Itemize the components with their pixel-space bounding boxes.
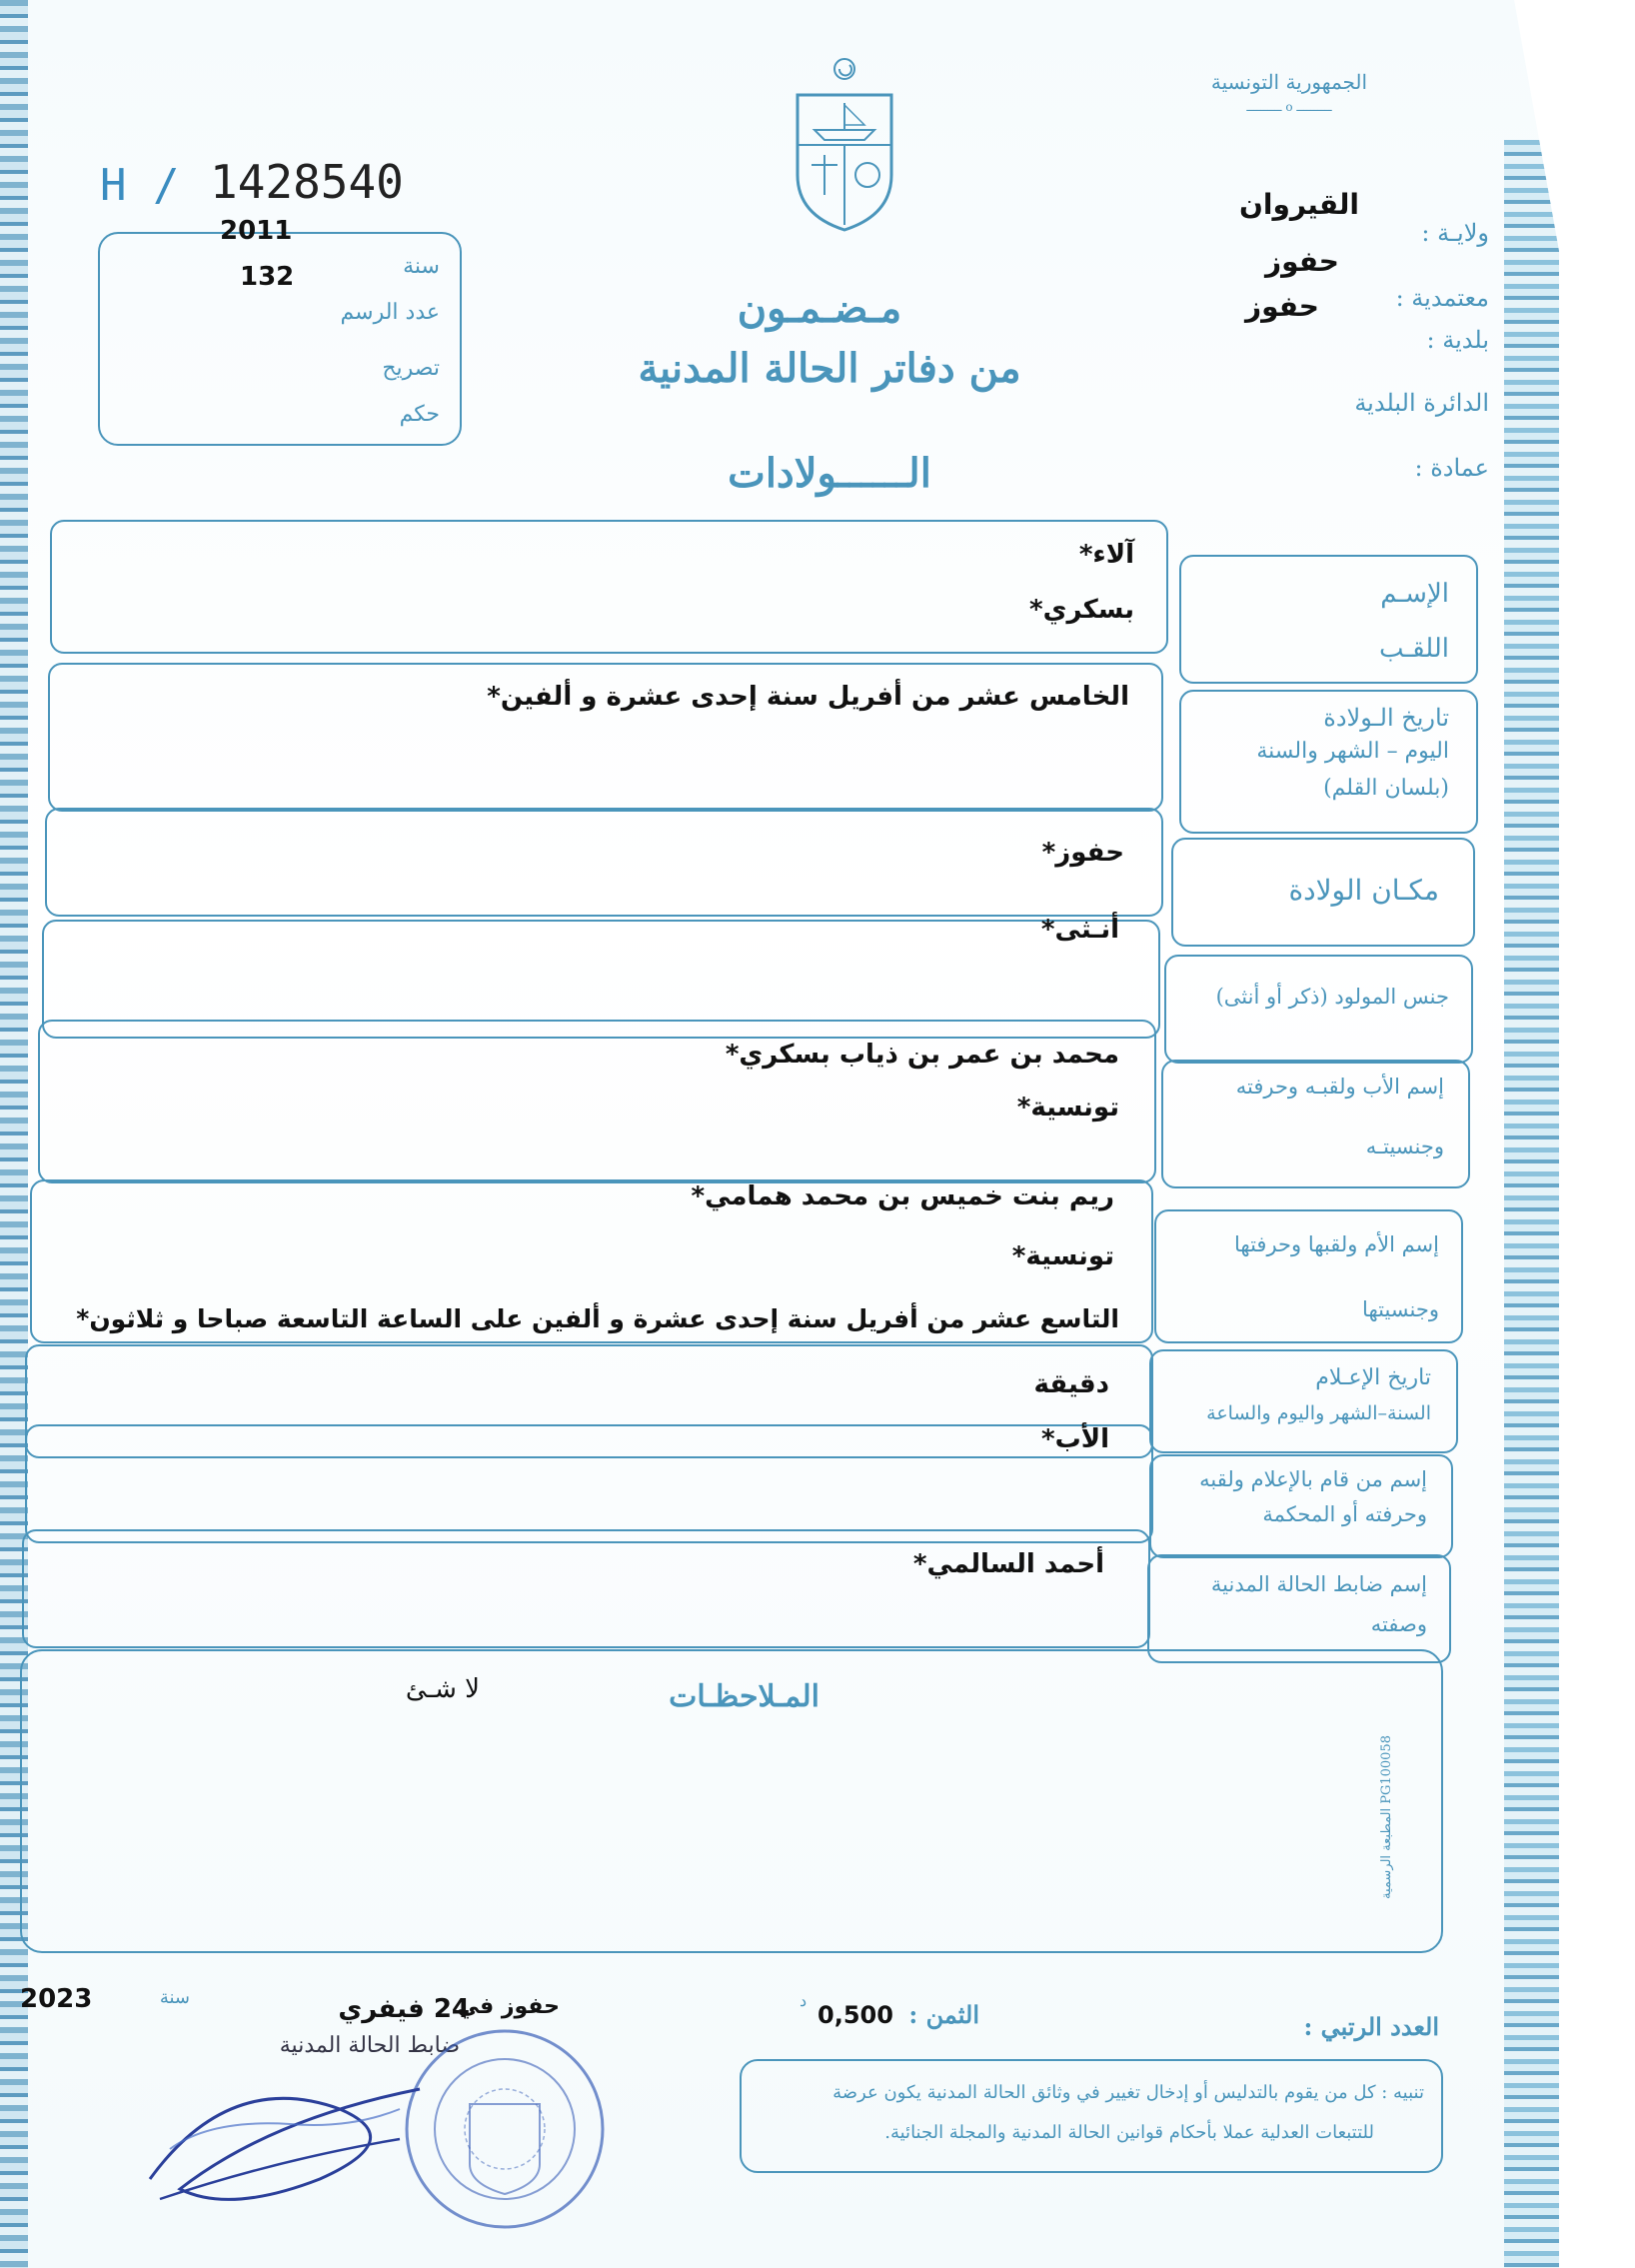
father-nationality-value: تونسية* — [1016, 1093, 1119, 1123]
declaration-date-value-continued: دقيقة — [1033, 1369, 1109, 1399]
governorate-value: القيروان — [1238, 188, 1359, 221]
officer-role-label: وصفته — [1370, 1612, 1427, 1636]
price-value: 0,500 — [818, 2001, 893, 2029]
registry-number-label: عدد الرسم — [340, 300, 440, 325]
warning-line1: تنبيه : كل من يقوم بالتدليس أو إدخال تغيير في وثائق الحالة المدنية يكون عرضة — [832, 2082, 1424, 2103]
document-title: مـضـمـون — [737, 285, 902, 332]
republic-divider: ــــــــــ o ــــــــــ — [1246, 100, 1332, 114]
declarant-value: الأب* — [1041, 1424, 1109, 1454]
remarks-value: لا شـئ — [405, 1674, 480, 1704]
price-label: الثمن : — [908, 2000, 979, 2029]
registry-judgment-label: حكم — [399, 402, 440, 427]
delegation-label: معتمدية : — [1395, 284, 1489, 312]
surname-value: بسكري* — [1029, 595, 1134, 625]
father-label: إسم الأب ولقبـه وحرفته — [1235, 1075, 1444, 1099]
officer-value: أحمد السالمي* — [912, 1549, 1104, 1579]
sex-value: أنـثى* — [1040, 915, 1119, 945]
serial-count-label: العدد الرتبي : — [1303, 2012, 1439, 2041]
signature-icon — [140, 2049, 440, 2219]
security-border-right — [1504, 140, 1559, 2268]
registry-declaration-label: تصريح — [382, 356, 440, 381]
municipality-label: بلدية : — [1426, 326, 1489, 354]
registry-year-label: سنة — [403, 254, 440, 279]
birth-date-words-label: (بلسان القلم) — [1323, 776, 1449, 801]
printer-code: المطبعة الرسمية PG100058 — [1379, 1735, 1394, 1899]
father-value: محمد بن عمر بن ذياب بسكري* — [725, 1040, 1119, 1070]
imada-label: عمادة : — [1414, 454, 1489, 482]
municipality-value: حفوز — [1244, 290, 1319, 323]
given-name-label: الإسـم — [1380, 579, 1449, 609]
birth-date-format-label: اليوم – الشهر والسنة — [1256, 739, 1449, 764]
birth-date-value: الخامس عشر من أفريل سنة إحدى عشرة و ألفين* — [487, 682, 1129, 712]
document-subtitle: من دفاتر الحالة المدنية — [638, 345, 1021, 392]
surname-label: اللقـب — [1378, 634, 1449, 664]
footer-place-value: حفوز في — [457, 1994, 560, 2019]
declaration-date-label: تاريخ الإعـلام — [1315, 1365, 1431, 1390]
declarant-occupation-label: وحرفته أو المحكمة — [1262, 1502, 1427, 1526]
footer-year-value: 2023 — [20, 1984, 93, 2014]
section-title: الــــــولادات — [728, 450, 931, 497]
registry-year-value: 2011 — [220, 216, 293, 246]
father-nationality-label: وجنسيتـه — [1365, 1134, 1444, 1158]
municipal-district-label: الدائرة البلدية — [1354, 389, 1489, 417]
price-unit: د — [800, 1991, 808, 2010]
mother-nationality-value: تونسية* — [1011, 1241, 1114, 1271]
remarks-label: المـلاحظـات — [669, 1679, 819, 1714]
declaration-date-format-label: السنة–الشهر واليوم والساعة — [1206, 1402, 1431, 1424]
birth-place-label: مكـان الولادة — [1288, 874, 1439, 907]
registry-number-value: 132 — [240, 262, 295, 292]
republic-title: الجمهورية التونسية — [1210, 70, 1368, 94]
officer-value-box — [22, 1529, 1150, 1648]
warning-box — [740, 2059, 1443, 2173]
declaration-date-value: التاسع عشر من أفريل سنة إحدى عشرة و ألفين على الساعة التاسعة صباحا و ثلاثون* — [76, 1304, 1119, 1333]
birth-date-label: تاريخ الـولادة — [1323, 704, 1449, 732]
footer-officer-title: ضابط الحالة المدنية — [279, 2033, 460, 2058]
given-name-value: آلاء* — [1078, 540, 1134, 570]
governorate-label: ولايـة : — [1421, 219, 1489, 247]
birth-place-value: حفوز* — [1041, 838, 1124, 868]
mother-nationality-label: وجنسيتها — [1362, 1297, 1439, 1321]
footer-date-value: 24 فيفري — [338, 1994, 470, 2024]
delegation-value: حفوز — [1264, 245, 1339, 278]
warning-line2: للتتبعات العدلية عملا بأحكام قوانين الحالة المدنية والمجلة الجنائية. — [884, 2122, 1374, 2143]
mother-value: ريم بنت خميس بن محمد همامي* — [691, 1181, 1114, 1211]
serial-number: 1428540 — [210, 155, 404, 209]
declarant-label: إسم من قام بالإعلام ولقبه — [1199, 1467, 1427, 1491]
serial-prefix: H / — [100, 160, 180, 211]
mother-label: إسم الأم ولقبها وحرفتها — [1234, 1232, 1439, 1256]
officer-label: إسم ضابط الحالة المدنية — [1210, 1572, 1427, 1596]
sex-label: جنس المولود (ذكر أو أنثى) — [1215, 985, 1449, 1009]
coat-of-arms-icon — [790, 55, 899, 235]
footer-year-label: سنة — [159, 1987, 190, 2008]
